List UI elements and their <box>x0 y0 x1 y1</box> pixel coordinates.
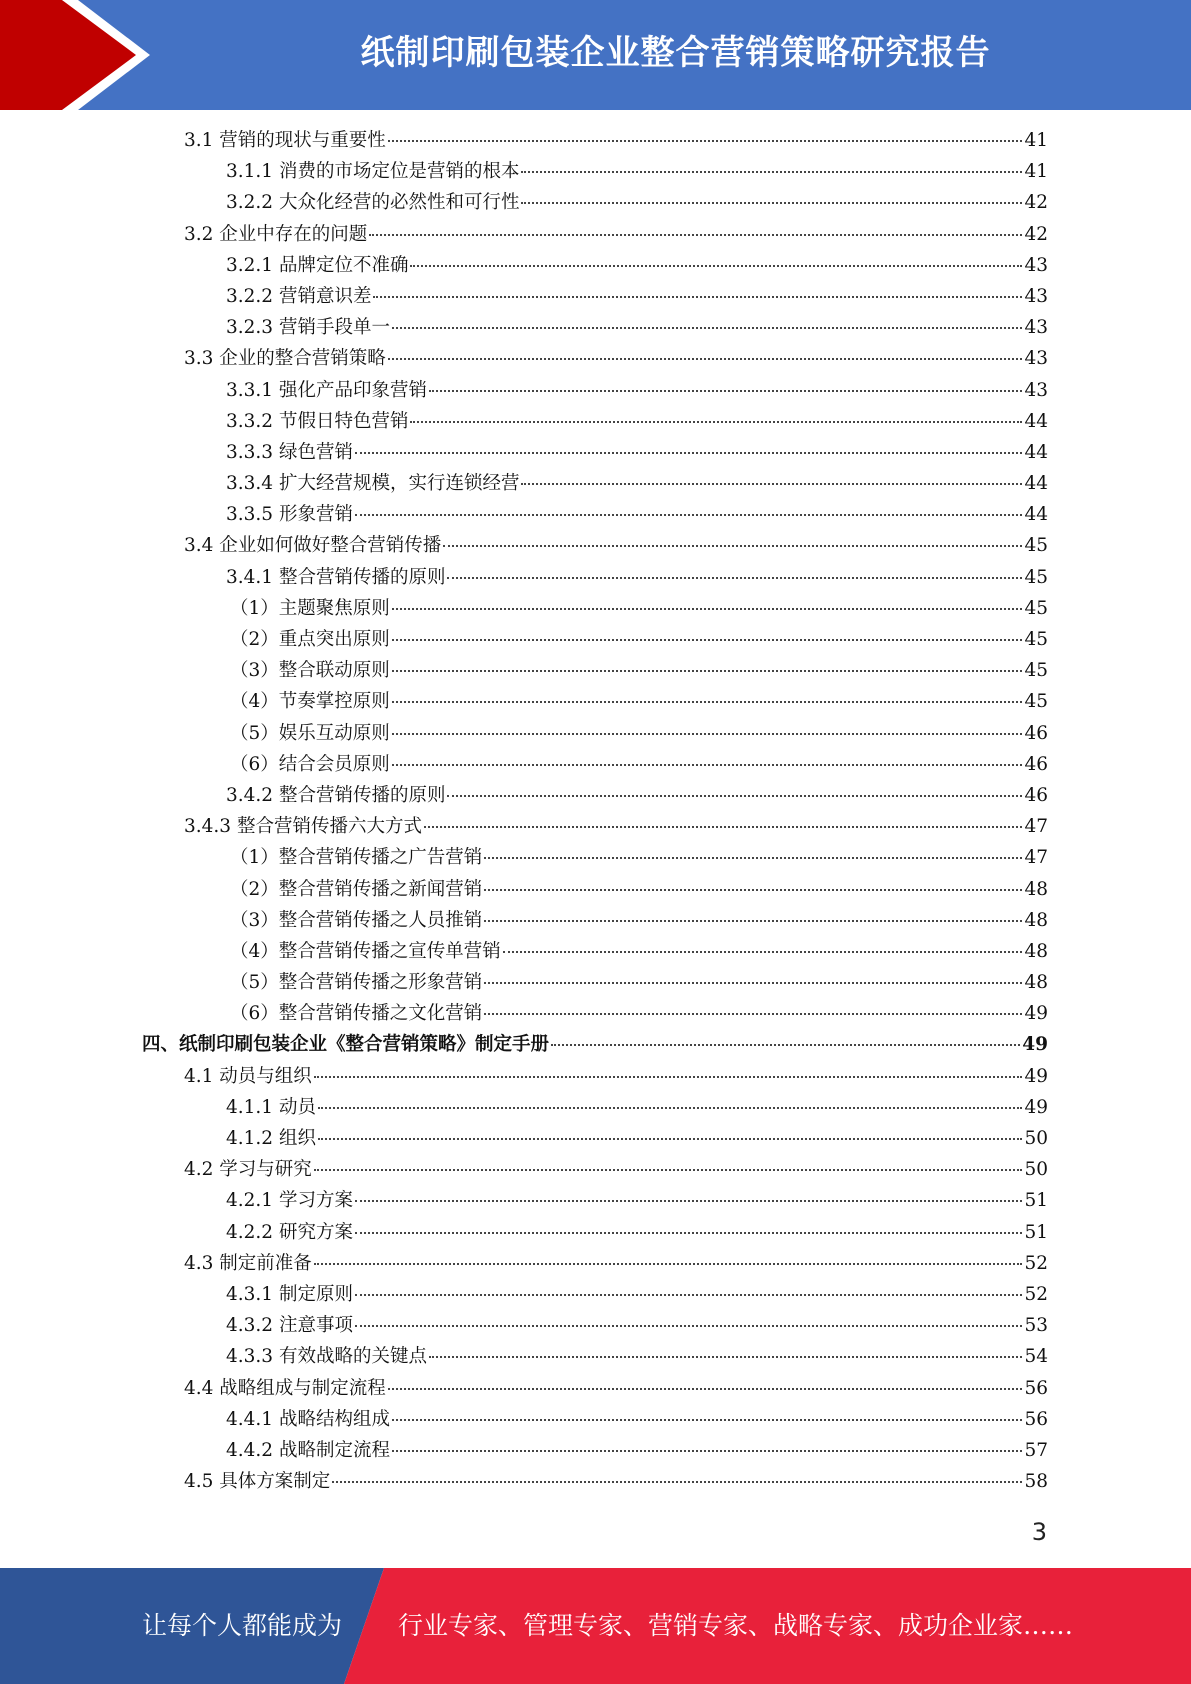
toc-entry-page: 42 <box>1024 223 1048 245</box>
toc-entry-page: 44 <box>1024 473 1048 495</box>
toc-dot-leader <box>355 1231 1023 1234</box>
toc-dot-leader <box>503 950 1023 953</box>
toc-dot-leader <box>521 170 1022 173</box>
toc-entry-page: 41 <box>1024 130 1048 151</box>
toc-entry-page: 44 <box>1024 504 1048 526</box>
toc-entry[interactable] <box>142 812 1048 843</box>
toc-entry[interactable] <box>142 563 1048 594</box>
toc-entry-label: 3.4.1 整合营销传播的原则 <box>226 566 446 588</box>
toc-entry-page: 51 <box>1024 1221 1048 1243</box>
toc-entry-page: 47 <box>1024 847 1048 869</box>
toc-entry[interactable] <box>142 687 1048 718</box>
toc-entry-label: 3.1 营销的现状与重要性 <box>184 130 386 151</box>
toc-entry-page: 56 <box>1024 1408 1048 1430</box>
toc-entry-page: 50 <box>1024 1159 1048 1181</box>
toc-entry-page: 56 <box>1024 1377 1048 1399</box>
toc-dot-leader <box>369 233 1022 236</box>
toc-dot-leader <box>355 513 1023 516</box>
toc-entry[interactable] <box>142 188 1048 219</box>
toc-dot-leader <box>355 1293 1023 1296</box>
toc-entry-page: 48 <box>1024 940 1048 962</box>
toc-dot-leader <box>521 201 1022 204</box>
toc-entry-label: （5）娱乐互动原则 <box>230 722 390 744</box>
toc-entry[interactable] <box>142 1186 1048 1217</box>
toc-dot-leader <box>332 1480 1022 1483</box>
toc-entry-label: 3.4.3 整合营销传播六大方式 <box>184 816 422 838</box>
toc-entry-label: （3）整合营销传播之人员推销 <box>230 909 483 931</box>
toc-dot-leader <box>392 1449 1022 1452</box>
toc-dot-leader <box>392 763 1023 766</box>
toc-entry-label: 4.1.2 组织 <box>226 1128 316 1149</box>
toc-entry[interactable] <box>142 1155 1048 1186</box>
toc-entry-page: 41 <box>1024 161 1048 183</box>
toc-entry-page: 57 <box>1024 1439 1048 1461</box>
toc-entry[interactable] <box>142 875 1048 906</box>
toc-dot-leader <box>521 482 1022 485</box>
toc-entry-label: 3.3.3 绿色营销 <box>226 441 353 463</box>
toc-dot-leader <box>318 1106 1023 1109</box>
table-of-contents <box>142 126 1048 1498</box>
toc-entry[interactable] <box>142 531 1048 562</box>
toc-entry-page: 49 <box>1024 1003 1048 1025</box>
page-header <box>0 0 1191 110</box>
toc-dot-leader <box>318 1137 1023 1140</box>
toc-entry[interactable] <box>142 999 1048 1030</box>
toc-entry[interactable] <box>142 781 1048 812</box>
toc-entry[interactable] <box>142 1249 1048 1280</box>
toc-entry-label: 4.5 具体方案制定 <box>184 1471 331 1493</box>
toc-entry-label: （3）整合联动原则 <box>230 660 390 682</box>
toc-entry[interactable] <box>142 1436 1048 1467</box>
toc-entry-page: 45 <box>1024 566 1048 588</box>
toc-dot-leader <box>429 1355 1022 1358</box>
toc-entry-page: 45 <box>1024 629 1048 650</box>
toc-entry-page: 52 <box>1024 1252 1048 1274</box>
toc-dot-leader <box>392 607 1023 610</box>
toc-entry-page: 49 <box>1024 1096 1048 1118</box>
toc-entry[interactable] <box>142 157 1048 188</box>
toc-entry[interactable] <box>142 251 1048 282</box>
toc-dot-leader <box>424 825 1022 828</box>
toc-entry[interactable] <box>142 656 1048 687</box>
toc-entry-page: 44 <box>1024 410 1048 432</box>
toc-entry-page: 43 <box>1024 379 1048 401</box>
toc-entry[interactable] <box>142 1030 1048 1061</box>
toc-entry-label: 3.2.3 营销手段单一 <box>226 317 390 339</box>
toc-entry-label: 3.3.2 节假日特色营销 <box>226 410 409 432</box>
toc-entry-label: 4.2.1 学习方案 <box>226 1190 353 1212</box>
toc-dot-leader <box>484 981 1022 984</box>
toc-dot-leader <box>392 326 1022 329</box>
toc-dot-leader <box>410 420 1022 423</box>
toc-entry-page: 51 <box>1024 1190 1048 1212</box>
toc-entry-label: 3.2.1 品牌定位不准确 <box>226 254 409 276</box>
toc-entry-page: 50 <box>1024 1128 1048 1149</box>
toc-entry-page: 58 <box>1024 1471 1048 1493</box>
toc-entry[interactable] <box>142 1374 1048 1405</box>
toc-entry-label: 4.3.1 制定原则 <box>226 1283 353 1305</box>
toc-entry-page: 43 <box>1024 348 1048 370</box>
toc-dot-leader <box>314 1075 1023 1078</box>
toc-entry-page: 46 <box>1024 784 1048 806</box>
toc-entry-label: （2）整合营销传播之新闻营销 <box>230 878 483 900</box>
toc-entry-label: 3.3 企业的整合营销策略 <box>184 348 386 370</box>
toc-entry-page: 49 <box>1022 1034 1048 1056</box>
toc-entry[interactable] <box>142 500 1048 531</box>
toc-dot-leader <box>373 295 1022 298</box>
toc-entry-page: 48 <box>1024 878 1048 900</box>
toc-dot-leader <box>355 1199 1023 1202</box>
toc-entry-page: 46 <box>1024 753 1048 775</box>
toc-entry[interactable] <box>142 906 1048 937</box>
toc-entry-page: 53 <box>1024 1315 1048 1337</box>
toc-entry-label: 4.3.2 注意事项 <box>226 1315 353 1337</box>
toc-entry[interactable] <box>142 968 1048 999</box>
toc-entry-page: 49 <box>1024 1065 1048 1087</box>
toc-dot-leader <box>484 919 1022 922</box>
toc-entry-label: 3.3.5 形象营销 <box>226 504 353 526</box>
toc-dot-leader <box>388 357 1023 360</box>
toc-entry-label: 4.1.1 动员 <box>226 1096 316 1118</box>
toc-entry-label: 4.3.3 有效战略的关键点 <box>226 1346 427 1368</box>
document-title: 纸制印刷包装企业整合营销策略研究报告 <box>360 33 991 73</box>
toc-entry-page: 45 <box>1024 597 1048 619</box>
toc-entry[interactable] <box>142 1062 1048 1093</box>
toc-entry-label: （1）整合营销传播之广告营销 <box>230 847 483 869</box>
toc-entry-label: （4）整合营销传播之宣传单营销 <box>230 940 501 962</box>
toc-entry[interactable] <box>142 282 1048 313</box>
toc-entry[interactable] <box>142 1093 1048 1124</box>
toc-entry-label: 4.3 制定前准备 <box>184 1252 312 1274</box>
toc-entry-label: 3.4 企业如何做好整合营销传播 <box>184 535 442 557</box>
toc-entry[interactable] <box>142 625 1048 656</box>
toc-dot-leader <box>392 669 1023 672</box>
toc-entry[interactable] <box>142 438 1048 469</box>
toc-dot-leader <box>355 451 1023 454</box>
toc-entry[interactable] <box>142 313 1048 344</box>
toc-entry-page: 48 <box>1024 972 1048 994</box>
toc-entry-page: 42 <box>1024 192 1048 214</box>
toc-entry-label: 3.2.2 大众化经营的必然性和可行性 <box>226 192 520 214</box>
toc-entry-label: 4.4.2 战略制定流程 <box>226 1439 390 1461</box>
toc-entry[interactable] <box>142 1342 1048 1373</box>
toc-entry[interactable] <box>142 843 1048 874</box>
toc-entry-label: （6）结合会员原则 <box>230 753 390 775</box>
toc-dot-leader <box>314 1168 1023 1171</box>
toc-dot-leader <box>355 1324 1023 1327</box>
toc-entry-page: 43 <box>1024 254 1048 276</box>
toc-entry-label: 3.2 企业中存在的问题 <box>184 223 368 245</box>
page-number: 3 <box>1031 1518 1047 1546</box>
toc-entry-label: 4.4.1 战略结构组成 <box>226 1408 390 1430</box>
toc-dot-leader <box>429 389 1022 392</box>
toc-entry-label: （6）整合营销传播之文化营销 <box>230 1003 483 1025</box>
toc-entry[interactable] <box>142 1311 1048 1342</box>
toc-entry[interactable] <box>142 220 1048 251</box>
toc-entry-label: 3.2.2 营销意识差 <box>226 285 372 307</box>
footer-slogan-left: 让每个人都能成为 <box>142 1611 343 1640</box>
toc-entry-label: （5）整合营销传播之形象营销 <box>230 972 483 994</box>
toc-dot-leader <box>388 139 1023 142</box>
toc-dot-leader <box>484 1012 1022 1015</box>
toc-entry-label: （1）主题聚焦原则 <box>230 597 390 619</box>
toc-entry[interactable] <box>142 469 1048 500</box>
toc-entry[interactable] <box>142 719 1048 750</box>
toc-dot-leader <box>447 794 1022 797</box>
toc-entry[interactable] <box>142 937 1048 968</box>
toc-entry-label: （2）重点突出原则 <box>230 629 390 650</box>
toc-dot-leader <box>484 856 1022 859</box>
footer-slogan-right: 行业专家、管理专家、营销专家、战略专家、成功企业家…… <box>398 1611 1074 1640</box>
toc-entry[interactable] <box>142 1467 1048 1498</box>
toc-entry-label: 3.1.1 消费的市场定位是营销的根本 <box>226 161 520 183</box>
toc-entry-page: 45 <box>1024 660 1048 682</box>
toc-entry[interactable] <box>142 594 1048 625</box>
toc-dot-leader <box>314 1262 1023 1265</box>
toc-entry[interactable] <box>142 1405 1048 1436</box>
toc-entry-page: 47 <box>1024 816 1048 838</box>
toc-dot-leader <box>410 264 1022 267</box>
toc-entry-label: 四、纸制印刷包装企业《整合营销策略》制定手册 <box>142 1034 550 1056</box>
toc-dot-leader <box>551 1043 1020 1046</box>
toc-entry[interactable] <box>142 344 1048 375</box>
toc-dot-leader <box>392 638 1023 641</box>
toc-entry[interactable] <box>142 750 1048 781</box>
toc-entry[interactable] <box>142 126 1048 157</box>
toc-entry-page: 43 <box>1024 285 1048 307</box>
toc-entry[interactable] <box>142 1124 1048 1155</box>
toc-entry[interactable] <box>142 1218 1048 1249</box>
toc-entry[interactable] <box>142 1280 1048 1311</box>
toc-entry-label: 4.2 学习与研究 <box>184 1159 312 1181</box>
toc-dot-leader <box>392 732 1023 735</box>
toc-entry-page: 46 <box>1024 722 1048 744</box>
toc-dot-leader <box>388 1387 1023 1390</box>
toc-entry[interactable] <box>142 407 1048 438</box>
toc-entry-label: （4）节奏掌控原则 <box>230 691 390 713</box>
toc-entry-label: 4.4 战略组成与制定流程 <box>184 1377 386 1399</box>
toc-entry-label: 4.2.2 研究方案 <box>226 1221 353 1243</box>
toc-dot-leader <box>392 1418 1022 1421</box>
toc-entry-label: 3.3.4 扩大经营规模，实行连锁经营 <box>226 473 520 495</box>
toc-entry-page: 48 <box>1024 909 1048 931</box>
toc-dot-leader <box>447 576 1022 579</box>
toc-entry-page: 45 <box>1024 535 1048 557</box>
toc-dot-leader <box>443 544 1022 547</box>
toc-entry[interactable] <box>142 376 1048 407</box>
toc-entry-label: 3.3.1 强化产品印象营销 <box>226 379 427 401</box>
toc-entry-page: 44 <box>1024 441 1048 463</box>
toc-entry-page: 52 <box>1024 1283 1048 1305</box>
toc-dot-leader <box>392 700 1023 703</box>
page-footer <box>0 1568 1191 1684</box>
toc-entry-label: 3.4.2 整合营销传播的原则 <box>226 784 446 806</box>
toc-dot-leader <box>484 888 1022 891</box>
toc-entry-page: 54 <box>1024 1346 1048 1368</box>
toc-entry-page: 45 <box>1024 691 1048 713</box>
toc-entry-page: 43 <box>1024 317 1048 339</box>
toc-entry-label: 4.1 动员与组织 <box>184 1065 312 1087</box>
